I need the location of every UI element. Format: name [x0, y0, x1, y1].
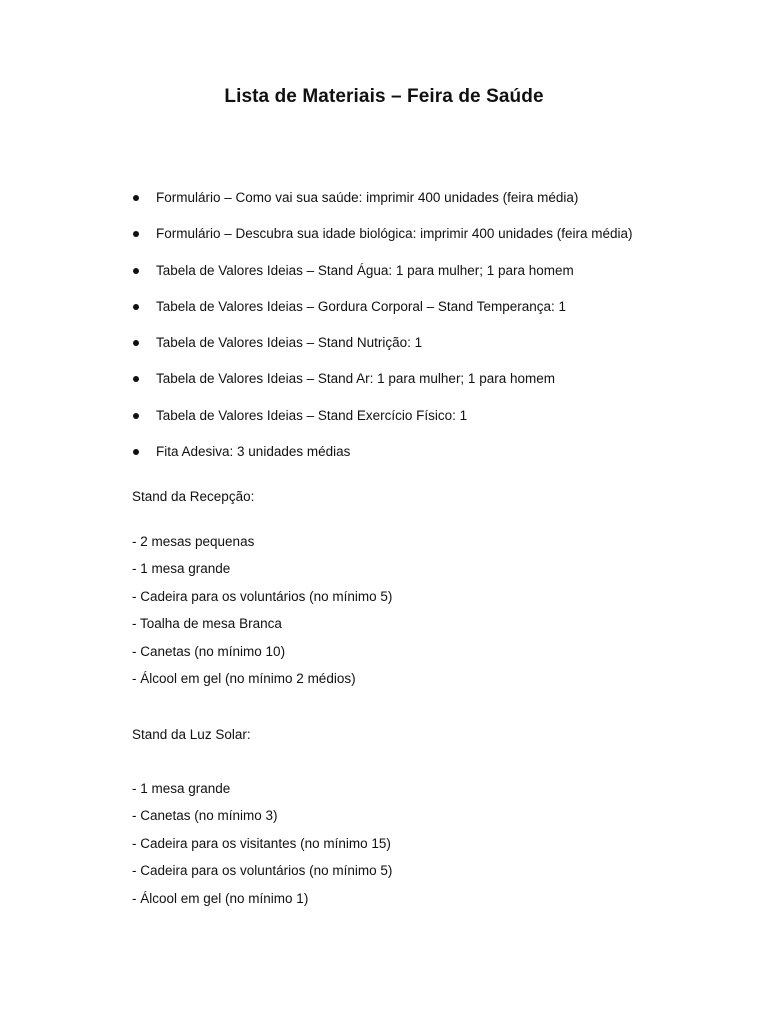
section-heading: Stand da Luz Solar:	[132, 727, 251, 742]
bullet-icon	[133, 231, 139, 237]
list-item-text: Tabela de Valores Ideias – Stand Nutrição: 1	[156, 335, 423, 351]
list-item	[132, 368, 732, 404]
list-item-text: Tabela de Valores Ideias – Gordura Corporal – Stand Temperança: 1	[156, 298, 566, 314]
list-item: - Cadeira para os voluntários (no mínimo 5)	[132, 588, 393, 604]
list-item-text: Tabela de Valores Ideias – Stand Exercício Físico: 1	[156, 407, 468, 423]
list-item-text: Formulário – Como vai sua saúde: imprimir 400 unidades (feira média)	[156, 190, 579, 205]
list-item	[132, 405, 732, 441]
section-stand-luz-solar	[132, 724, 732, 915]
list-item-text: Tabela de Valores Ideias – Stand Água: 1 para mulher; 1 para homem	[156, 262, 574, 278]
bullet-icon	[133, 268, 139, 274]
page-title: Lista de Materiais – Feira de Saúde	[224, 86, 544, 107]
list-item-text: Formulário – Descubra sua idade biológica: imprimir 400 unidades (feira média)	[156, 226, 633, 242]
list-item: - 1 mesa grande	[132, 561, 231, 577]
list-item-text: Tabela de Valores Ideias – Stand Ar: 1 para mulher; 1 para homem	[156, 371, 555, 387]
list-item: - 1 mesa grande	[132, 781, 231, 796]
bullet-icon	[133, 340, 139, 346]
bullet-icon	[133, 413, 139, 419]
list-item: - Canetas (no mínimo 10)	[132, 643, 286, 659]
section-item-list	[132, 531, 732, 695]
list-item	[132, 187, 732, 223]
bullet-icon	[133, 195, 139, 201]
bullet-icon	[133, 449, 139, 455]
bullet-icon	[133, 304, 139, 310]
list-item: - Álcool em gel (no mínimo 2 médios)	[132, 670, 356, 686]
list-item-text: Fita Adesiva: 3 unidades médias	[156, 444, 351, 460]
section-heading: Stand da Recepção:	[132, 489, 255, 504]
list-item	[132, 441, 732, 477]
list-item: - Cadeira para os voluntários (no mínimo 5)	[132, 863, 393, 879]
section-item-list	[132, 778, 732, 915]
list-item: - Álcool em gel (no mínimo 1)	[132, 890, 309, 906]
list-item	[132, 332, 732, 368]
list-item	[132, 296, 732, 332]
list-item: - Toalha de mesa Branca	[132, 616, 282, 632]
list-item: - Cadeira para os visitantes (no mínimo 15)	[132, 835, 391, 851]
list-item	[132, 260, 732, 296]
list-item: - Canetas (no mínimo 3)	[132, 808, 278, 824]
list-item	[132, 223, 732, 259]
list-item: - 2 mesas pequenas	[132, 534, 255, 549]
section-stand-recepcao	[132, 486, 732, 695]
bullet-icon	[133, 376, 139, 382]
materials-bullet-list	[132, 187, 732, 477]
